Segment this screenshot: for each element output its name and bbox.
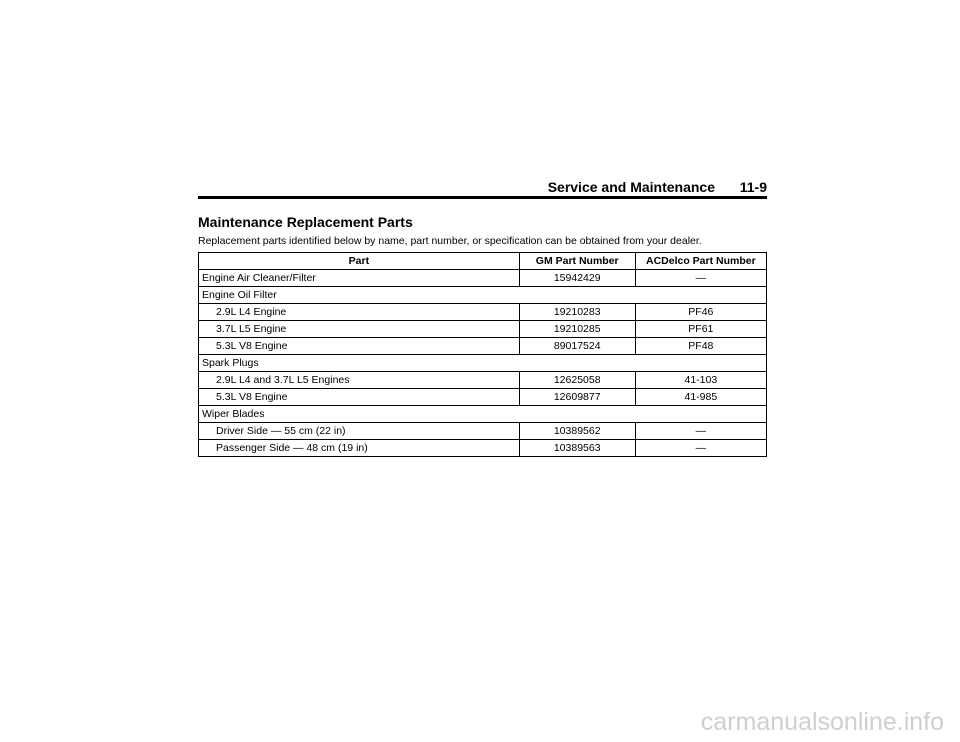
part-name-cell: 5.3L V8 Engine (199, 389, 520, 406)
group-heading-cell: Spark Plugs (199, 355, 767, 372)
acdelco-part-number-cell: — (635, 270, 766, 287)
acdelco-part-number-cell: PF46 (635, 304, 766, 321)
gm-part-number-cell: 10389563 (519, 440, 635, 457)
part-name-cell: 2.9L L4 Engine (199, 304, 520, 321)
page-number: 11-9 (739, 179, 767, 195)
column-header-part: Part (199, 253, 520, 270)
table-row (199, 372, 767, 389)
table-row (199, 270, 767, 287)
part-name-cell: Engine Air Cleaner/Filter (199, 270, 520, 287)
acdelco-part-number-cell: 41-985 (635, 389, 766, 406)
section-title: Maintenance Replacement Parts (198, 214, 413, 230)
chapter-title: Service and Maintenance (547, 179, 715, 195)
part-name-cell: 3.7L L5 Engine (199, 321, 520, 338)
acdelco-part-number-cell: PF61 (635, 321, 766, 338)
table-group-row (199, 287, 767, 304)
table-header-row (199, 253, 767, 270)
gm-part-number-cell: 12625058 (519, 372, 635, 389)
acdelco-part-number-cell: PF48 (635, 338, 766, 355)
page-header (198, 178, 767, 199)
group-heading-cell: Wiper Blades (199, 406, 767, 423)
gm-part-number-cell: 10389562 (519, 423, 635, 440)
column-header-gm-part-number: GM Part Number (519, 253, 635, 270)
gm-part-number-cell: 15942429 (519, 270, 635, 287)
part-name-cell: Passenger Side — 48 cm (19 in) (199, 440, 520, 457)
table-group-row (199, 355, 767, 372)
table-row (199, 338, 767, 355)
acdelco-part-number-cell: — (635, 440, 766, 457)
table-row (199, 321, 767, 338)
acdelco-part-number-cell: 41-103 (635, 372, 766, 389)
parts-table (198, 252, 767, 457)
column-header-acdelco-part-number: ACDelco Part Number (635, 253, 766, 270)
part-name-cell: Driver Side — 55 cm (22 in) (199, 423, 520, 440)
gm-part-number-cell: 19210283 (519, 304, 635, 321)
acdelco-part-number-cell: — (635, 423, 766, 440)
intro-text: Replacement parts identified below by name, part number, or specification can be obtained from your dealer. (198, 235, 702, 247)
table-row (199, 304, 767, 321)
part-name-cell: 2.9L L4 and 3.7L L5 Engines (199, 372, 520, 389)
gm-part-number-cell: 89017524 (519, 338, 635, 355)
watermark: carmanualsonline.info (700, 708, 944, 736)
table-row (199, 389, 767, 406)
gm-part-number-cell: 12609877 (519, 389, 635, 406)
group-heading-cell: Engine Oil Filter (199, 287, 767, 304)
part-name-cell: 5.3L V8 Engine (199, 338, 520, 355)
table-group-row (199, 406, 767, 423)
table-row (199, 423, 767, 440)
table-row (199, 440, 767, 457)
gm-part-number-cell: 19210285 (519, 321, 635, 338)
